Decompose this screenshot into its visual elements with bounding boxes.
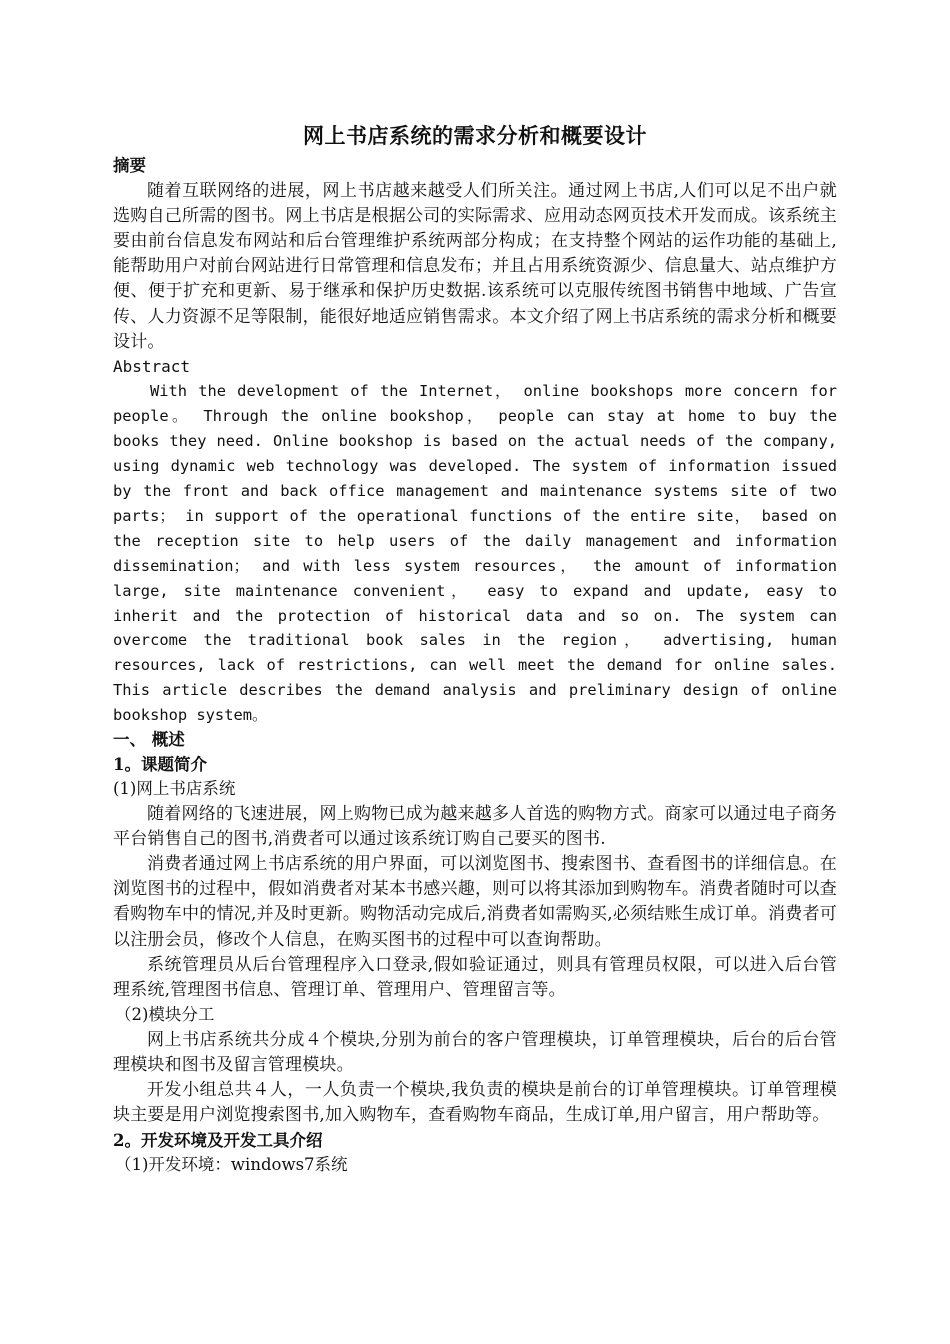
document-title: 网上书店系统的需求分析和概要设计 — [303, 123, 647, 148]
paragraph-online-shopping: 随着网络的飞速进展，网上购物已成为越来越多人首选的购物方式。商家可以通过电子商务平台销售自己的图书,消费者可以通过该系统订购自己要买的图书. — [113, 803, 837, 849]
subsection-dev-env: （1)开发环境：windows7系统 — [115, 1155, 348, 1175]
section-dev-env-heading: 2。开发环境及开发工具介绍 — [113, 1130, 323, 1150]
abstract-en-label: Abstract — [113, 356, 191, 376]
subsection-bookstore-system: (1)网上书店系统 — [113, 779, 236, 799]
abstract-en-text: With the development of the Internet， online bookshops more concern for people。 Through the online bookshop， people can stay at home to buy the books they need. Online bookshop is based on the actual needs of the company, using dynamic web technology was developed. The system of information issued by the front and back office management and maintenance systems site of two parts； in support of the operational functions of the entire site， based on the reception site to help users of the daily management and information dissemination； and with less system resources， the amount of information large, site maintenance convenient， easy to expand and update, easy to inherit and the protection of historical data and so on. The system can overcome the traditional book sales in the region， advertising, human resources, lack of restrictions, can well meet the demand for online sales. This article describes the demand analysis and preliminary design of online bookshop system。 — [113, 382, 837, 725]
paragraph-admin-usage: 系统管理员从后台管理程序入口登录,假如验证通过，则具有管理员权限，可以进入后台管理系统,管理图书信息、管理订单、管理用户、管理留言等。 — [113, 954, 837, 1001]
subsection-module-division: （2)模块分工 — [115, 1005, 215, 1025]
section-overview-heading: 一、 概述 — [113, 730, 185, 750]
paragraph-modules: 网上书店系统共分成４个模块,分别为前台的客户管理模块，订单管理模块，后台的后台管理模块和图书及留言管理模块。 — [113, 1029, 837, 1075]
paragraph-team: 开发小组总共４人，一人负责一个模块,我负责的模块是前台的订单管理模块。订单管理模块主要是用户浏览搜索图书,加入购物车，查看购物车商品，生成订单,用户留言，用户帮助等。 — [113, 1080, 837, 1126]
section-topic-intro-heading: 1。课题简介 — [113, 754, 207, 774]
abstract-zh-label: 摘要 — [113, 156, 146, 175]
document-page — [113, 118, 837, 1178]
paragraph-consumer-usage: 消费者通过网上书店系统的用户界面，可以浏览图书、搜索图书、查看图书的详细信息。在浏览图书的过程中，假如消费者对某本书感兴趣，则可以将其添加到购物车。消费者随时可以查看购物车中的情况,并及时更新。购物活动完成后,消费者如需购买,必须结账生成订单。消费者可以注册会员，修改个人信息，在购买图书的过程中可以查询帮助。 — [113, 854, 837, 950]
abstract-zh-text: 随着互联网络的进展，网上书店越来越受人们所关注。通过网上书店,人们可以足不出户就选购自己所需的图书。网上书店是根据公司的实际需求、应用动态网页技术开发而成。该系统主要由前台信息发布网站和后台管理维护系统两部分构成；在支持整个网站的运作功能的基础上,能帮助用户对前台网站进行日常管理和信息发布；并且占用系统资源少、信息量大、站点维护方便、便于扩充和更新、易于继承和保护历史数据.该系统可以克服传统图书销售中地域、广告宣传、人力资源不足等限制，能很好地适应销售需求。本文介绍了网上书店系统的需求分析和概要设计。 — [113, 180, 837, 352]
